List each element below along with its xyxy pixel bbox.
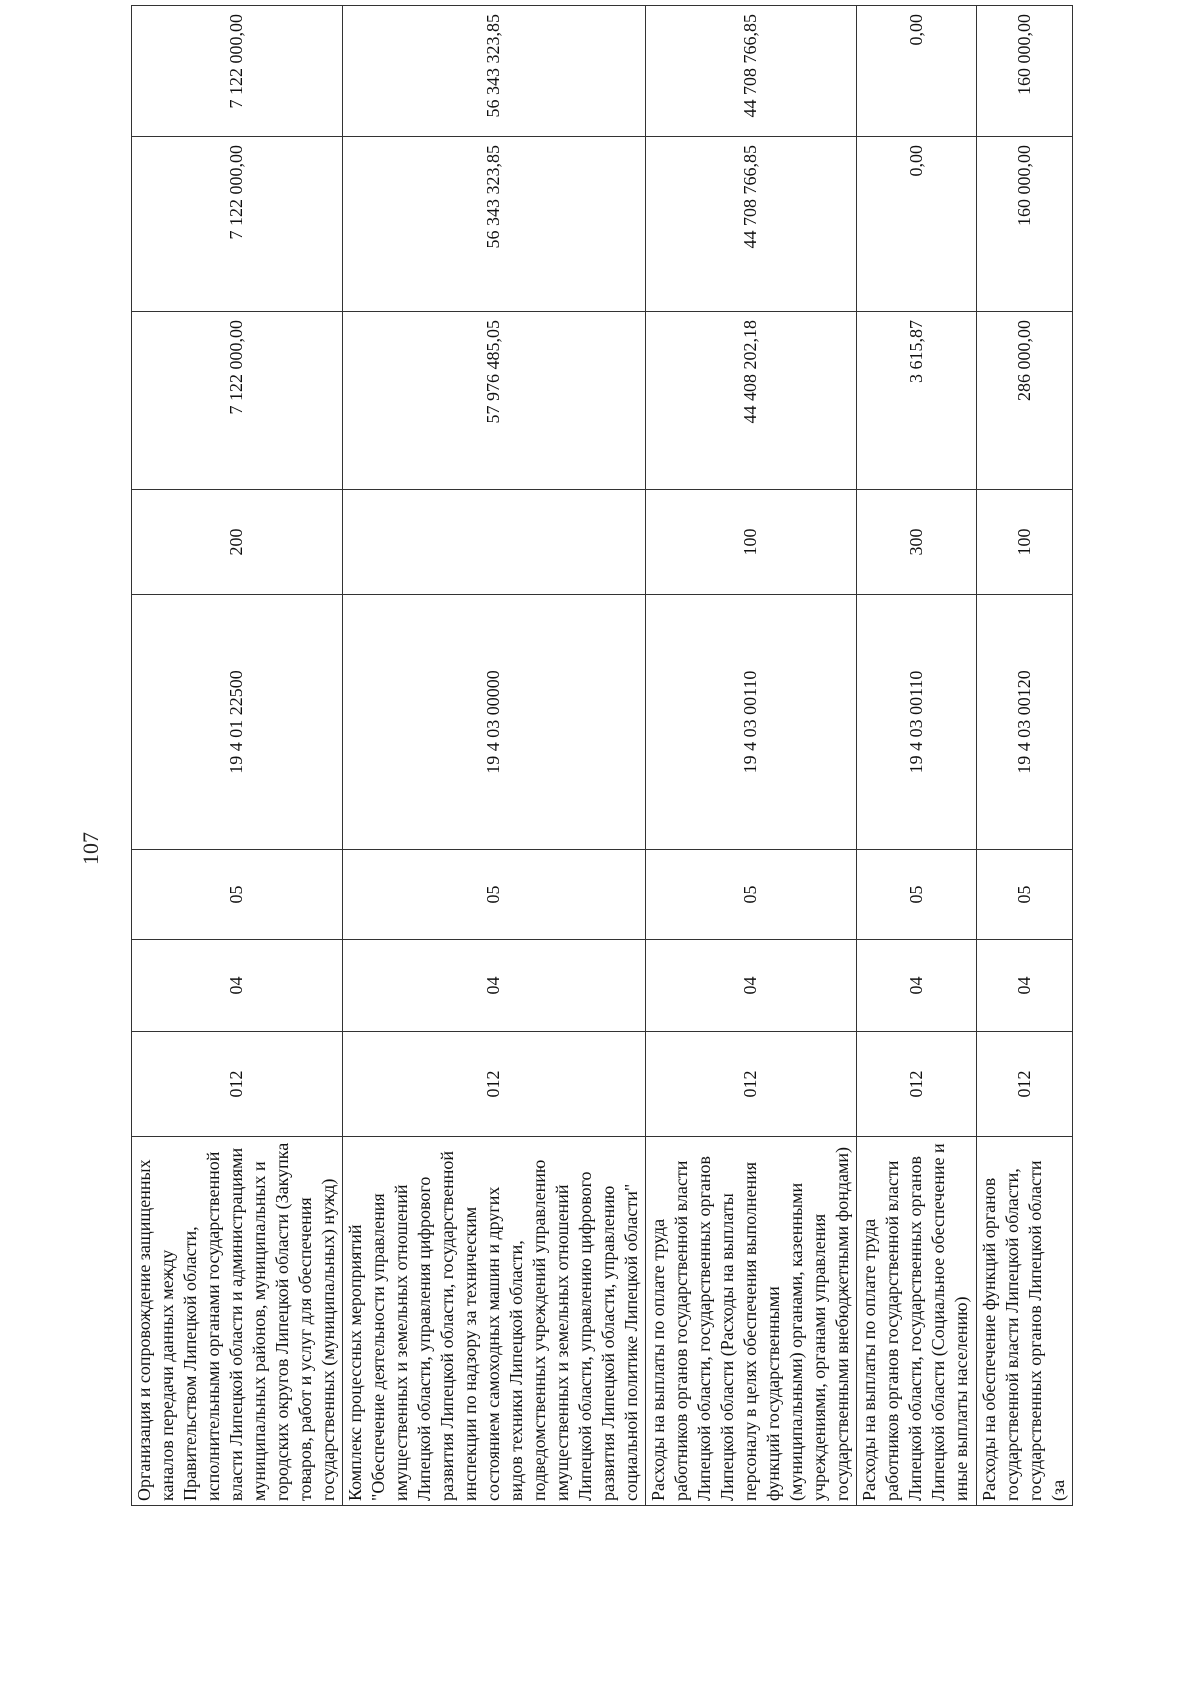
amount-year-1: 286 000,00 <box>977 312 1073 490</box>
target-article-code: 19 4 03 00000 <box>343 595 646 850</box>
expense-type-code: 100 <box>646 490 857 595</box>
amount-year-1: 3 615,87 <box>857 312 977 490</box>
section-code: 04 <box>132 940 343 1032</box>
amount-year-3: 0,00 <box>857 6 977 137</box>
row-description: Расходы на выплаты по оплате труда работников органов государственной власти Липецкой области, государственных органов Липецкой области (Социальное обеспечение и иные выплаты населению) <box>857 1137 977 1506</box>
amount-year-3: 160 000,00 <box>977 6 1073 137</box>
target-article-code: 19 4 01 22500 <box>132 595 343 850</box>
amount-year-2: 44 708 766,85 <box>646 137 857 312</box>
target-article-code: 19 4 03 00110 <box>646 595 857 850</box>
subsection-code: 05 <box>343 850 646 940</box>
target-article-code: 19 4 03 00110 <box>857 595 977 850</box>
table-row <box>857 6 977 1506</box>
ministry-code: 012 <box>857 1032 977 1137</box>
row-description: Комплекс процессных мероприятий "Обеспечение деятельности управления имущественных и земельных отношений Липецкой области, управления цифрового развития Липецкой области, государственной инспекции по надзору за техническим состоянием самоходных машин и других видов техники Липецкой области, подведомственных учреждений управлению имущественных и земельных отношений Липецкой области, управлению цифрового развития Липецкой области, управлению социальной политике Липецкой области" <box>343 1137 646 1506</box>
amount-year-2: 160 000,00 <box>977 137 1073 312</box>
ministry-code: 012 <box>132 1032 343 1137</box>
table-row <box>343 6 646 1506</box>
subsection-code: 05 <box>646 850 857 940</box>
ministry-code: 012 <box>343 1032 646 1137</box>
subsection-code: 05 <box>977 850 1073 940</box>
ministry-code: 012 <box>646 1032 857 1137</box>
expense-type-code <box>343 490 646 595</box>
amount-year-3: 44 708 766,85 <box>646 6 857 137</box>
page-number: 107 <box>78 832 103 865</box>
amount-year-1: 57 976 485,05 <box>343 312 646 490</box>
ministry-code: 012 <box>977 1032 1073 1137</box>
expense-type-code: 200 <box>132 490 343 595</box>
row-description: Расходы на обеспечение функций органов государственной власти Липецкой области, государственных органов Липецкой области (за <box>977 1137 1073 1506</box>
amount-year-3: 7 122 000,00 <box>132 6 343 137</box>
expense-type-code: 300 <box>857 490 977 595</box>
table-row <box>646 6 857 1506</box>
amount-year-2: 7 122 000,00 <box>132 137 343 312</box>
amount-year-1: 44 408 202,18 <box>646 312 857 490</box>
section-code: 04 <box>646 940 857 1032</box>
subsection-code: 05 <box>857 850 977 940</box>
section-code: 04 <box>857 940 977 1032</box>
row-description: Расходы на выплаты по оплате труда работников органов государственной власти Липецкой области, государственных органов Липецкой области (Расходы на выплаты персоналу в целях обеспечения выполнения функций государственными (муниципальными) органами, казенными учреждениями, органами управления государственными внебюджетными фондами) <box>646 1137 857 1506</box>
table-row <box>132 6 343 1506</box>
amount-year-3: 56 343 323,85 <box>343 6 646 137</box>
subsection-code: 05 <box>132 850 343 940</box>
amount-year-2: 56 343 323,85 <box>343 137 646 312</box>
amount-year-1: 7 122 000,00 <box>132 312 343 490</box>
budget-table <box>131 5 1073 1506</box>
row-description: Организация и сопровождение защищенных каналов передачи данных между Правительством Липецкой области, исполнительными органами государственной власти Липецкой области и администрациями муниципальных районов, муниципальных и городских округов Липецкой области (Закупка товаров, работ и услуг для обеспечения государственных (муниципальных) нужд) <box>132 1137 343 1506</box>
table-row <box>977 6 1073 1506</box>
amount-year-2: 0,00 <box>857 137 977 312</box>
target-article-code: 19 4 03 00120 <box>977 595 1073 850</box>
section-code: 04 <box>977 940 1073 1032</box>
expense-type-code: 100 <box>977 490 1073 595</box>
section-code: 04 <box>343 940 646 1032</box>
